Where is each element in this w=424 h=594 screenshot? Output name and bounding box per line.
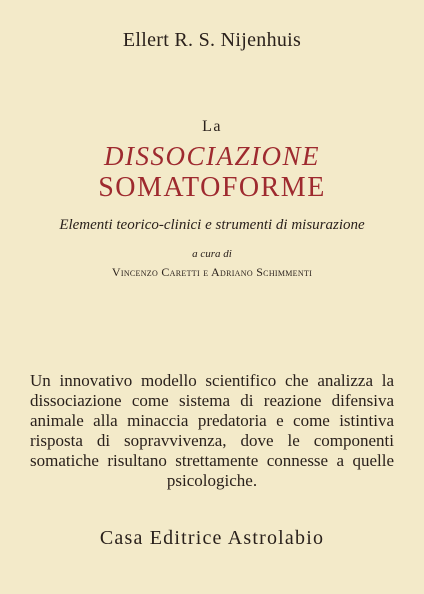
curated-by-label: a cura di — [192, 248, 232, 260]
author-name: Ellert R. S. Nijenhuis — [122, 29, 302, 51]
title-line-2: SOMATOFORME — [98, 172, 326, 203]
publisher-name: Casa Editrice Astrolabio — [99, 527, 325, 549]
title-prefix: La — [202, 118, 222, 135]
editors-names: Vincenzo Caretti e Adriano Schimmenti — [111, 265, 313, 279]
subtitle: Elementi teorico-clinici e strumenti di misurazione — [59, 217, 365, 233]
title-line-1: DISSOCIAZIONE — [104, 141, 320, 171]
cover-blurb: Un innovativo modello scientifico che analizza la dissociazione come sistema di reazione difensiva animale alla minaccia predatoria e come istintiva risposta di sopravvivenza, dove le componenti somatiche risultano strettamente connesse a quelle psicologiche. — [30, 371, 394, 490]
